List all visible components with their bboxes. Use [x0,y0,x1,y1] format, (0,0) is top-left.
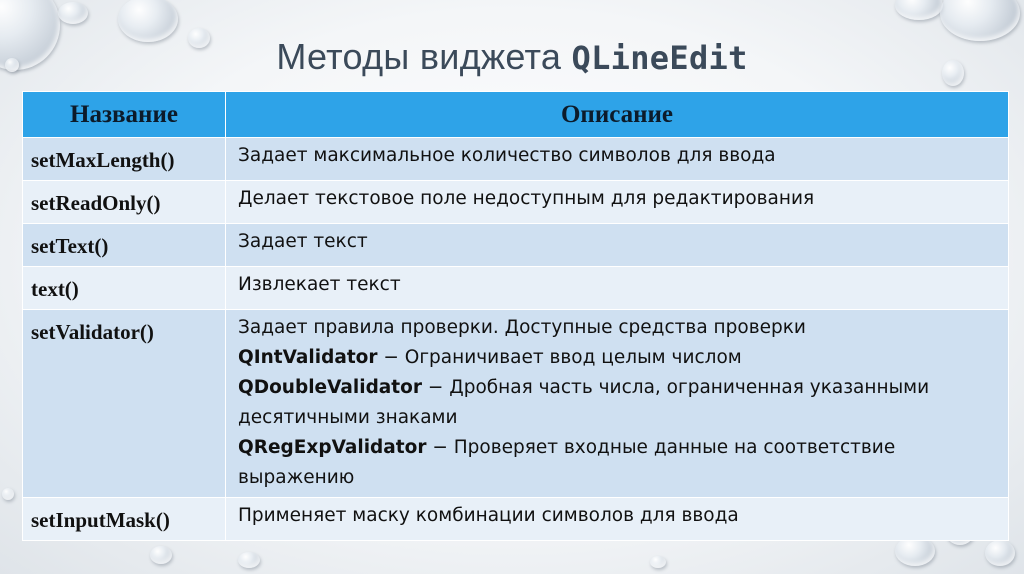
table-row [23,181,1009,224]
validator-separator: − [421,377,450,398]
column-header-name: Название [23,92,226,138]
water-drop-decoration [940,0,1020,41]
title-widget-name: QLineEdit [571,39,748,77]
validator-text: Проверяет входные данные на соответствие выражению [238,437,896,488]
water-drop-decoration [58,2,88,24]
water-drop-decoration [150,546,172,564]
validator-name: QDoubleValidator [238,377,422,398]
method-name: text() [23,267,226,310]
method-name: setMaxLength() [23,138,226,181]
table-header-row [23,92,1009,138]
table-row [23,138,1009,181]
method-description: Задает максимальное количество символов для ввода [226,138,1009,181]
method-name: setInputMask() [23,498,226,541]
method-description: Делает текстовое поле недоступным для редактирования [226,181,1009,224]
table-row [23,224,1009,267]
validator-separator: − [377,347,405,368]
title-prefix: Методы виджета [276,36,562,77]
validator-line [238,373,1000,433]
water-drop-decoration [985,540,1015,566]
water-drop-decoration [2,488,14,500]
validator-intro: Задает правила проверки. Доступные средства проверки [238,317,806,338]
validator-name: QRegExpValidator [238,437,427,458]
validator-text: Дробная часть числа, ограниченная указанными десятичными знаками [238,377,930,428]
table-row [23,310,1009,498]
water-drop-decoration [650,556,666,568]
validator-separator: − [426,437,454,458]
method-name: setText() [23,224,226,267]
validator-line [238,343,1000,373]
table-row [23,498,1009,541]
validator-line [238,433,1000,493]
method-description: Применяет маску комбинации символов для ввода [226,498,1009,541]
method-description: Извлекает текст [226,267,1009,310]
water-drop-decoration [895,0,943,20]
method-name: setValidator() [23,310,226,498]
method-description [226,310,1009,498]
validator-name: QIntValidator [238,347,378,368]
method-name: setReadOnly() [23,181,226,224]
water-drop-decoration [238,552,260,568]
column-header-description: Описание [226,92,1009,138]
slide-title [0,36,1024,78]
table-row [23,267,1009,310]
methods-table [22,91,1009,541]
validator-text: Ограничивает ввод целым числом [404,347,742,368]
method-description: Задает текст [226,224,1009,267]
